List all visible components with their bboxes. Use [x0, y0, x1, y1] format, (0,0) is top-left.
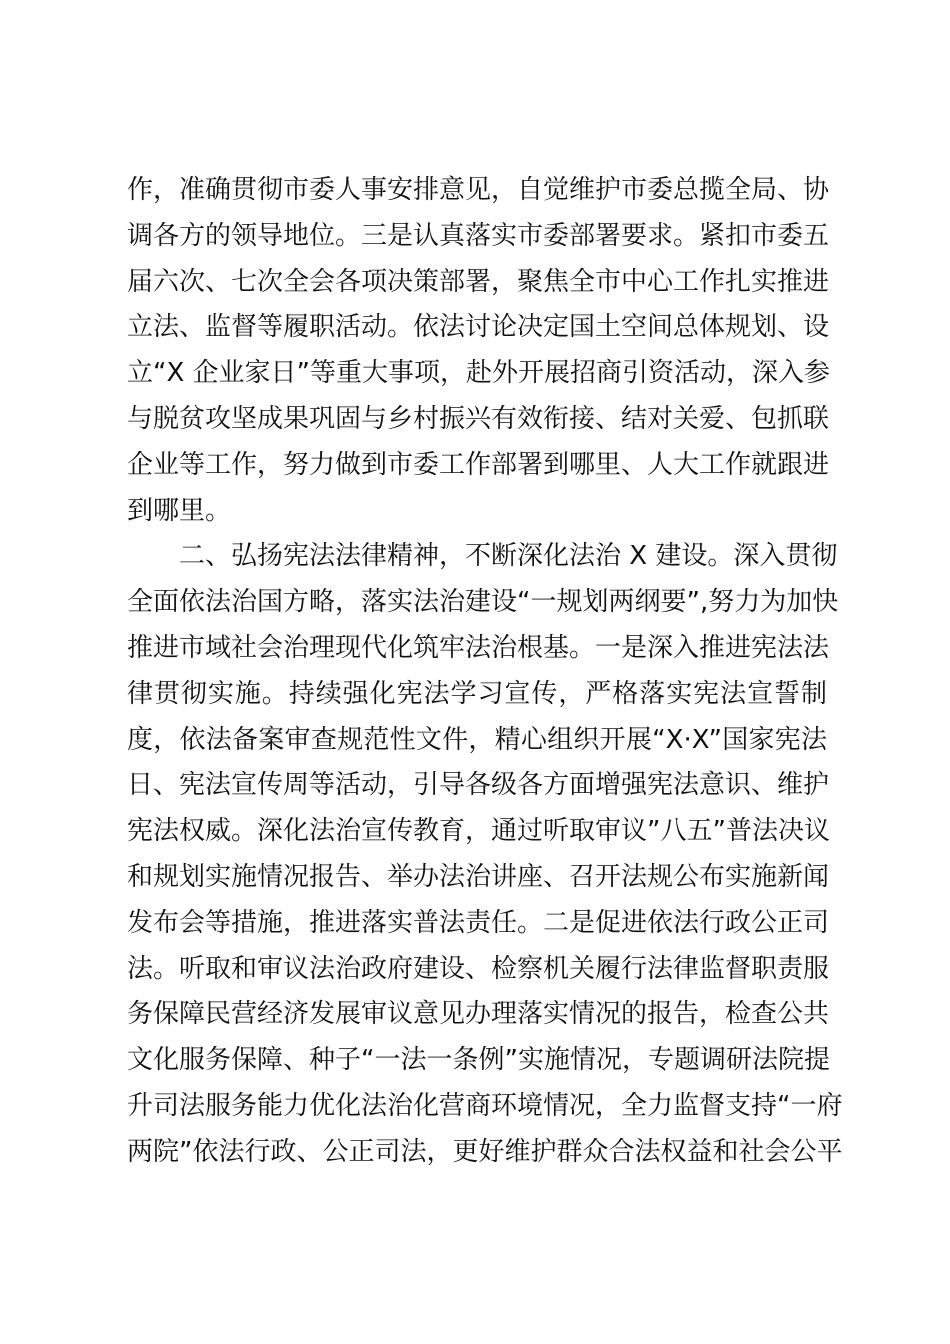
text-line: 推进市域社会治理现代化筑牢法治根基。一是深入推进宪法法	[127, 632, 830, 663]
section-heading-line: 二、弘扬宪法法律精神，不断深化法治 X 建设。深入贯彻	[179, 541, 838, 572]
text-line: 立“X 企业家日”等重大事项，赴外开展招商引资活动，深入参	[127, 358, 831, 389]
text-line: 文化服务保障、种子“一法一条例”实施情况，专题调研法院提	[127, 1045, 830, 1076]
text-line: 立法、监督等履职活动。依法讨论决定国土空间总体规划、设	[127, 312, 830, 343]
text-line: 企业等工作，努力做到市委工作部署到哪里、人大工作就跟进	[127, 449, 830, 480]
text-line: 与脱贫攻坚成果巩固与乡村振兴有效衔接、结对关爱、包抓联	[127, 403, 830, 434]
text-line: 日、宪法宣传周等活动，引导各级各方面增强宪法意识、维护	[127, 770, 830, 801]
text-line: 度，依法备案审查规范性文件，精心组织开展“X·X”国家宪法	[127, 724, 827, 755]
text-line: 宪法权威。深化法治宣传教育，通过听取审议”八五”普法决议	[127, 816, 830, 847]
text-line: 届六次、七次全会各项决策部署，聚焦全市中心工作扎实推进	[127, 266, 830, 297]
text-line: 到哪里。	[127, 495, 232, 526]
text-line: 法。听取和审议法治政府建设、检察机关履行法律监督职责服	[127, 953, 830, 984]
text-line: 和规划实施情况报告、举办法治讲座、召开法规公布实施新闻	[127, 861, 830, 892]
text-line: 两院”依法行政、公正司法，更好维护群众合法权益和社会公平	[127, 1136, 843, 1167]
text-line: 全面依法治国方略，落实法治建设“一规划两纲要”,努力为加快	[127, 587, 839, 618]
text-line: 作，准确贯彻市委人事安排意见，自觉维护市委总揽全局、协	[127, 175, 830, 205]
text-line: 律贯彻实施。持续强化宪法学习宣传，严格落实宪法宣誓制	[127, 678, 827, 709]
text-line: 升司法服务能力优化法治化营商环境情况，全力监督支持“一府	[127, 1090, 843, 1121]
text-line: 务保障民营经济发展审议意见办理落实情况的报告，检查公共	[127, 999, 830, 1030]
text-line: 调各方的领导地位。三是认真落实市委部署要求。紧扣市委五	[127, 220, 830, 251]
body-text	[127, 168, 843, 1176]
text-line: 发布会等措施，推进落实普法责任。二是促进依法行政公正司	[127, 907, 830, 938]
